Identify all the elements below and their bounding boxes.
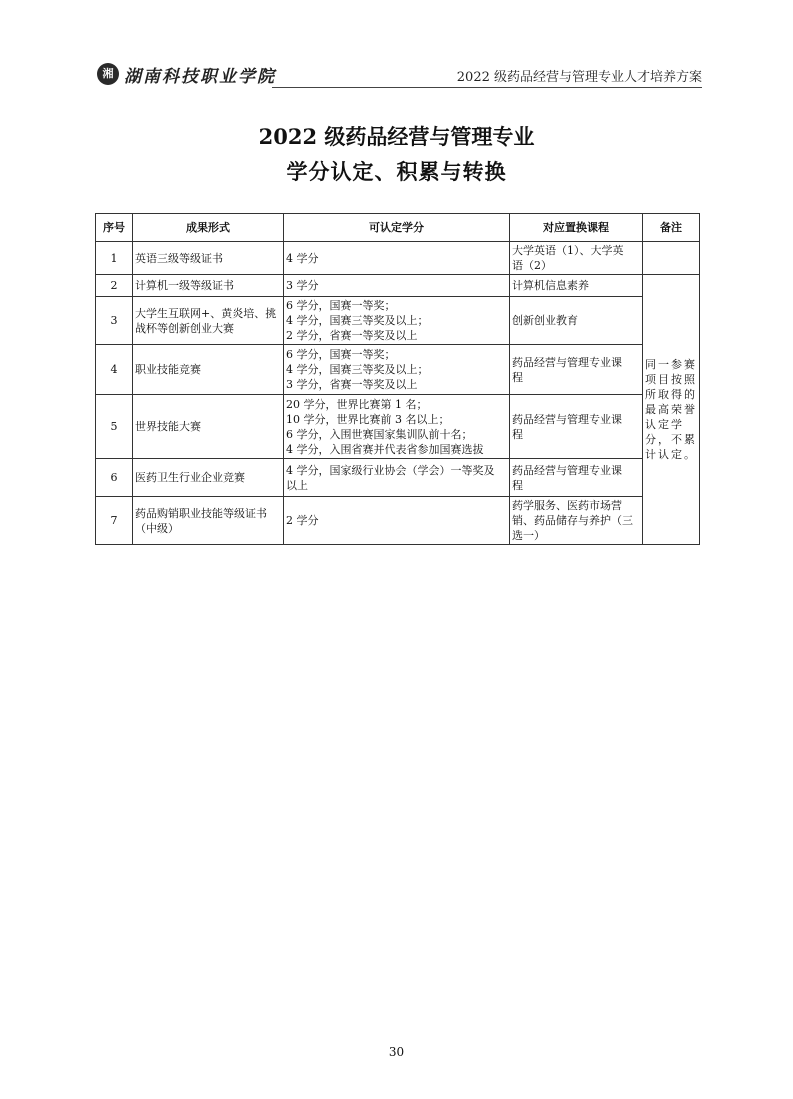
replacement-course-line: 创新创业教育: [512, 314, 578, 327]
table-row: [96, 395, 700, 459]
row-number: 7: [96, 497, 133, 545]
credit-amount-cell: [284, 459, 510, 497]
credit-amount-line: 4 学分，入围省赛并代表省参加国赛选拔: [286, 442, 484, 456]
document-title: 2022 级药品经营与管理专业: [258, 124, 535, 149]
credit-amount-line: 2 学分: [286, 514, 319, 527]
credit-amount-line: 4 学分，国赛三等奖及以上；: [286, 314, 429, 327]
achievement-form-cell: [133, 459, 284, 497]
replacement-course-line: 计算机信息素养: [512, 279, 589, 292]
page-header: [97, 58, 702, 88]
credit-amount-line: 6 学分，国赛一等奖；: [286, 348, 396, 361]
page-number: 30: [388, 1045, 405, 1059]
achievement-form-line: 英语三级等级证书: [135, 251, 223, 265]
row-number: 3: [96, 297, 133, 345]
row-number: 6: [96, 459, 133, 497]
row-number: 5: [96, 395, 133, 459]
header-title: 2022 级药品经营与管理专业人才培养方案: [456, 70, 702, 85]
college-seal-icon: 湘: [97, 63, 119, 85]
column-header-no: 序号: [96, 214, 133, 242]
column-header-course: 对应置换课程: [510, 214, 643, 242]
credit-amount-cell: [284, 275, 510, 297]
replacement-course-line: 药学服务、医药市场营: [512, 499, 622, 512]
credit-amount-line: 6 学分，国赛一等奖；: [286, 299, 396, 312]
remark-line: 认定学: [645, 418, 684, 431]
credit-amount-line: 10 学分，世界比赛前 3 名以上；: [286, 412, 450, 426]
table-row: [96, 459, 700, 497]
credit-amount-cell: [284, 345, 510, 395]
credit-amount-cell: [284, 497, 510, 545]
replacement-course-cell: [510, 497, 643, 545]
credit-amount-line: 3 学分: [286, 279, 319, 292]
row-number: 4: [96, 345, 133, 395]
row-number: 1: [96, 242, 133, 275]
credit-amount-line: 2 学分，省赛一等奖及以上: [286, 329, 418, 342]
column-header-credits: 可认定学分: [284, 214, 510, 242]
replacement-course-line: 程: [512, 478, 523, 492]
achievement-form-line: 药品购销职业技能等级证书: [135, 506, 267, 520]
achievement-form-cell: [133, 395, 284, 459]
credit-amount-line: 4 学分，国家级行业协会（学会）一等奖及: [286, 463, 495, 477]
achievement-form-line: 计算机一级等级证书: [135, 279, 234, 292]
replacement-course-line: 选一）: [512, 529, 545, 542]
replacement-course-cell: [510, 297, 643, 345]
table-row: [96, 275, 700, 297]
remark-cell-empty: [643, 242, 700, 275]
credit-amount-cell: [284, 297, 510, 345]
achievement-form-cell: [133, 275, 284, 297]
remark-line: 最高荣誉: [645, 403, 697, 416]
college-logo: [97, 60, 276, 88]
table-row: [96, 297, 700, 345]
replacement-course-cell: [510, 459, 643, 497]
credit-conversion-table: [95, 213, 700, 545]
replacement-course-line: 程: [512, 427, 523, 441]
remark-line: 分，不累: [645, 433, 697, 446]
credit-amount-line: 4 学分: [286, 251, 319, 265]
achievement-form-line: 世界技能大赛: [135, 420, 201, 433]
replacement-course-line: 大学英语（1）、大学英: [512, 244, 624, 257]
college-logo-text: 湖南科技职业学院: [124, 66, 276, 87]
achievement-form-line: （中级）: [135, 521, 179, 535]
replacement-course-line: 程: [512, 370, 523, 384]
achievement-form-cell: [133, 345, 284, 395]
achievement-form-cell: [133, 497, 284, 545]
document-subtitle: 学分认定、积累与转换: [286, 159, 507, 184]
remark-line: 同一参赛: [645, 358, 697, 371]
replacement-course-line: 药品经营与管理专业课: [512, 463, 622, 477]
remark-line: 所取得的: [645, 388, 697, 401]
replacement-course-line: 销、药品储存与养护（三: [512, 514, 633, 527]
achievement-form-cell: [133, 297, 284, 345]
credit-amount-line: 6 学分，入围世赛国家集训队前十名；: [286, 427, 473, 441]
achievement-form-line: 医药卫生行业企业竞赛: [135, 471, 245, 484]
replacement-course-cell: [510, 395, 643, 459]
column-header-form: 成果形式: [133, 214, 284, 242]
remark-line: 项目按照: [645, 373, 697, 386]
achievement-form-line: 职业技能竞赛: [135, 363, 201, 376]
achievement-form-line: 大学生互联网+、黄炎培、挑: [135, 306, 277, 320]
remark-cell: [643, 275, 700, 545]
table-row: [96, 497, 700, 545]
replacement-course-cell: [510, 345, 643, 395]
replacement-course-cell: [510, 275, 643, 297]
table-row: [96, 242, 700, 275]
replacement-course-cell: [510, 242, 643, 275]
replacement-course-line: 药品经营与管理专业课: [512, 412, 622, 426]
credit-amount-cell: [284, 242, 510, 275]
replacement-course-line: 药品经营与管理专业课: [512, 355, 622, 369]
credit-amount-line: 以上: [286, 478, 308, 492]
remark-line: 计认定。: [645, 448, 697, 461]
table-header-row: [96, 214, 700, 242]
credit-amount-line: 20 学分，世界比赛第 1 名；: [286, 397, 428, 411]
achievement-form-cell: [133, 242, 284, 275]
credit-amount-line: 4 学分，国赛三等奖及以上；: [286, 363, 429, 376]
achievement-form-line: 战杯等创新创业大赛: [135, 321, 234, 335]
table-row: [96, 345, 700, 395]
credit-amount-cell: [284, 395, 510, 459]
replacement-course-line: 语（2）: [512, 259, 552, 272]
header-divider: [272, 87, 702, 88]
row-number: 2: [96, 275, 133, 297]
credit-amount-line: 3 学分，省赛一等奖及以上: [286, 378, 418, 391]
column-header-remark: 备注: [643, 214, 700, 242]
